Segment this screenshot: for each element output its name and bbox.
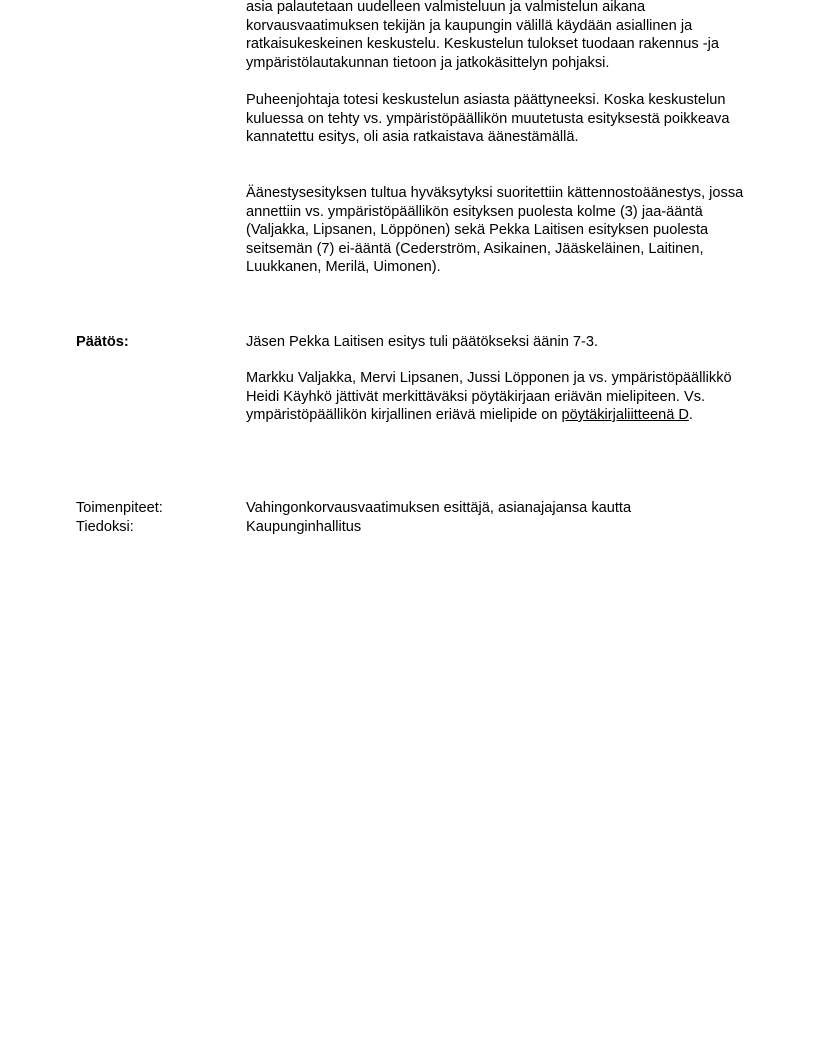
notify-label: Tiedoksi: (76, 519, 134, 535)
decision-label: Päätös: (76, 334, 129, 350)
paragraph-referral: asia palautetaan uudelleen valmisteluun ja valmistelun aikana korvausvaatimuksen tekijän ja kaupungin välillä käydään asiallinen ja ratkaisukeskeinen keskustelu. Keskustelun tulokset tuodaan rakennus -ja ympäristölautakunnan tietoon ja jatkokäsittelyn pohjaksi. (246, 0, 719, 71)
actions-value: Vahingonkorvausvaatimuksen esittäjä, asianajajansa kautta (246, 500, 632, 516)
dissent-paragraph (246, 369, 746, 425)
actions-label: Toimenpiteet: (76, 500, 163, 516)
paragraph-vote: Äänestysesityksen tultua hyväksytyksi suoritettiin kättennostoäänestys, jossa annettiin vs. ympäristöpäällikön esityksen puolesta kolme (3) jaa-ääntä (Valjakka, Lipsanen, Löppönen) sekä Pekka Laitisen esityksen puolesta seitsemän (7) ei-ääntä (Cederström, Asikainen, Jääskeläinen, Laitinen, Luukkanen, Merilä, Uimonen). (246, 185, 744, 275)
dissent-end: . (688, 407, 693, 423)
notify-value: Kaupunginhallitus (246, 519, 362, 535)
paragraph-discussion-ended: Puheenjohtaja totesi keskustelun asiasta päättyneeksi. Koska keskustelun kuluessa on tehty vs. ympäristöpäällikön muutetusta esityksestä poikkeava kannatettu esitys, oli asia ratkaistava äänestämällä. (246, 92, 730, 145)
decision-text: Jäsen Pekka Laitisen esitys tuli päätökseksi äänin 7-3. (246, 334, 599, 350)
attachment-d-link[interactable]: pöytäkirjaliitteenä D (561, 407, 689, 423)
dissent-text: Markku Valjakka, Mervi Lipsanen, Jussi Löpponen ja vs. ympäristöpäällikkö Heidi Käyhkö jättivät merkittäväksi pöytäkirjaan eriävän mielipiteen. Vs. ympäristöpäällikön kirjallinen eriävä mielipide on (246, 370, 732, 423)
